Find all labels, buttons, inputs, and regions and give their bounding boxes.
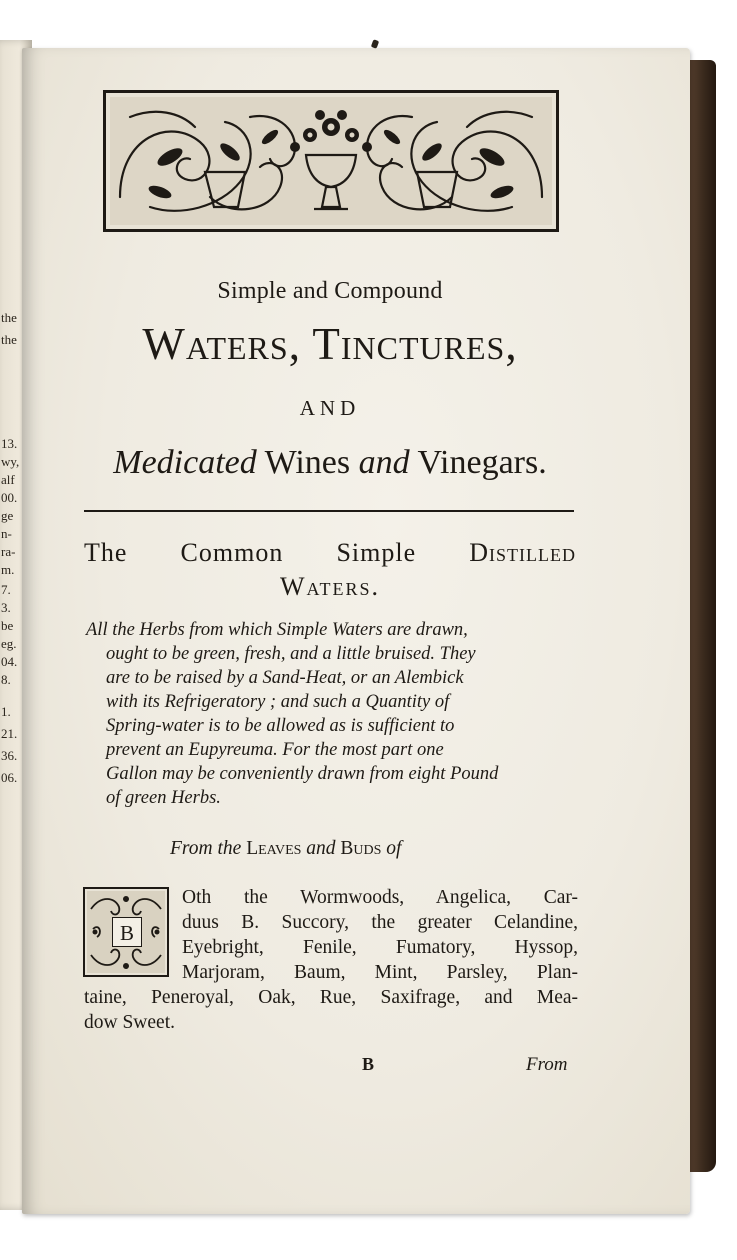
from-heading-part: and <box>301 838 341 859</box>
subtitle: Simple and Compound <box>217 278 443 304</box>
left-page-fragment: ra- <box>1 544 16 559</box>
left-page-fragment: 1. <box>1 704 11 719</box>
from-heading-part: Buds <box>340 838 382 859</box>
section-heading-line-1 <box>84 536 576 570</box>
wines-title-part: Wines <box>256 444 359 481</box>
section-heading-line-2: Waters. <box>279 572 381 601</box>
intro-line: are to be raised by a Sand-Heat, or an Alembick <box>106 668 464 688</box>
left-page-fragment: 36. <box>1 748 18 763</box>
section-heading-text: The Common Simple <box>84 538 470 567</box>
left-page-fragment: eg. <box>1 636 17 651</box>
title-conjunction: AND <box>299 396 361 420</box>
from-heading-part: From the <box>170 838 247 859</box>
body-line: Marjoram, Baum, Mint, Parsley, Plan- <box>182 962 578 983</box>
left-page-fragment: alf <box>1 472 15 487</box>
left-page-fragment: ge <box>1 508 14 523</box>
left-page-fragment: n- <box>1 526 12 541</box>
wines-title-part: and <box>358 444 410 481</box>
section-heading <box>84 536 576 604</box>
horizontal-rule <box>84 510 574 512</box>
body-line: dow Sweet. <box>84 1012 175 1033</box>
wines-title <box>80 444 580 482</box>
drop-cap-letter: B <box>112 917 142 947</box>
intro-line: Gallon may be conveniently drawn from eight Pound <box>106 764 499 784</box>
left-page-fragment: the <box>1 310 17 325</box>
from-heading-part: Leaves <box>246 838 302 859</box>
signature-mark: B <box>362 1054 375 1074</box>
intro-line: ought to be green, fresh, and a little bruised. They <box>106 644 476 664</box>
left-page-fragment: 8. <box>1 672 11 687</box>
intro-line: of green Herbs. <box>106 788 221 808</box>
herb-list-paragraph <box>84 885 578 1035</box>
body-line: Oth the Wormwoods, Angelica, Car- <box>182 887 578 908</box>
left-page-fragment: 06. <box>1 770 18 785</box>
left-page-fragment: 04. <box>1 654 18 669</box>
floral-urn-headpiece-ornament-icon <box>103 90 559 232</box>
intro-line: with its Refrigeratory ; and such a Quantity of <box>106 692 450 712</box>
left-page-fragment: 13. <box>1 436 18 451</box>
left-page-fragment: be <box>1 618 14 633</box>
intro-paragraph <box>86 618 572 810</box>
from-heading-part: of <box>381 838 402 859</box>
main-title: Waters, Tinctures, <box>142 319 518 369</box>
left-page-fragment: the <box>1 332 17 347</box>
intro-line: All the Herbs from which Simple Waters are drawn, <box>86 620 468 640</box>
left-page-fragment: 3. <box>1 600 11 615</box>
left-page-fragment: 21. <box>1 726 18 741</box>
intro-line: Spring-water is to be allowed as is sufficient to <box>106 716 455 736</box>
intro-line: prevent an Eupyreuma. For the most part one <box>106 740 444 760</box>
left-page-fragment: 00. <box>1 490 18 505</box>
body-line: Eyebright, Fenile, Fumatory, Hyssop, <box>182 937 578 958</box>
left-page-fragment: wy, <box>1 454 20 469</box>
section-heading-text: Distilled <box>469 538 576 567</box>
catchword: From <box>526 1054 568 1075</box>
body-line: duus B. Succory, the greater Celandine, <box>182 912 578 933</box>
left-page-fragment: m. <box>1 562 15 577</box>
wines-title-part: Vinegars. <box>409 444 547 481</box>
from-heading <box>170 838 530 860</box>
wines-title-part: Medicated <box>113 444 257 481</box>
body-line: taine, Peneroyal, Oak, Rue, Saxifrage, and Mea- <box>84 987 578 1008</box>
left-page-fragment: 7. <box>1 582 11 597</box>
